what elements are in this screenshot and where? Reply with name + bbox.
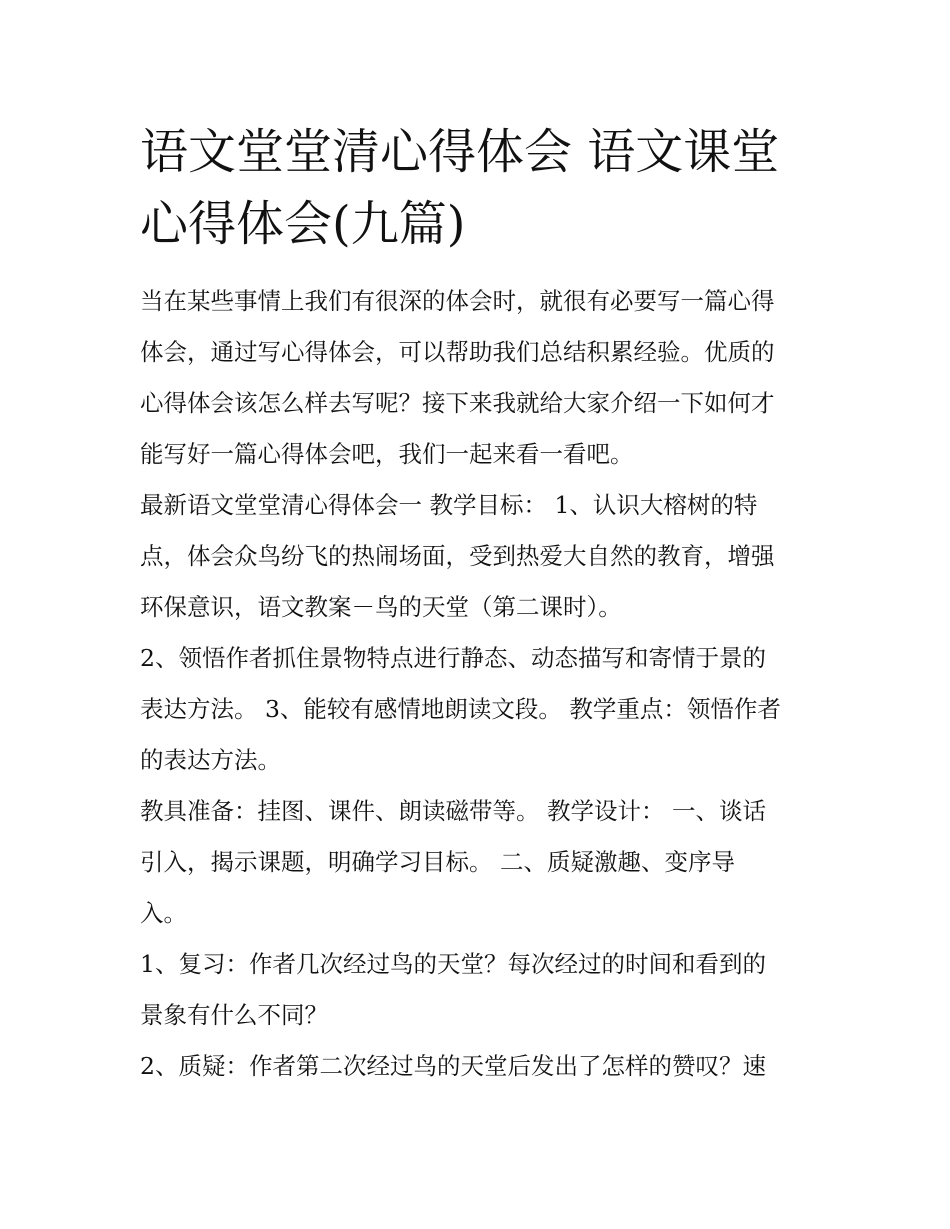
text-line: 能写好一篇心得体会吧，我们一起来看一看吧。 bbox=[140, 440, 634, 468]
paragraph-review bbox=[140, 939, 820, 1041]
paragraph-goal-2-3 bbox=[140, 633, 820, 786]
text-line: 引入，揭示课题，明确学习目标。 二、质疑激趣、变序导 bbox=[140, 848, 735, 876]
text-line: 2、质疑：作者第二次经过鸟的天堂后发出了怎样的赞叹？速 bbox=[140, 1052, 766, 1080]
title-line-1: 语文堂堂清心得体会 语文课堂 bbox=[140, 124, 780, 180]
text-line: 2、领悟作者抓住景物特点进行静态、动态描写和寄情于景的 bbox=[140, 644, 766, 672]
title-line-2: 心得体会(九篇) bbox=[140, 196, 466, 252]
text-line: 景象有什么不同？ bbox=[140, 1001, 328, 1029]
document-body bbox=[140, 276, 820, 1092]
text-line: 点，体会众鸟纷飞的热闹场面，受到热爱大自然的教育，增强 bbox=[140, 542, 775, 570]
text-line: 当在某些事情上我们有很深的体会时，就很有必要写一篇心得 bbox=[140, 287, 775, 315]
paragraph-teaching-goals bbox=[140, 480, 820, 633]
text-line: 教具准备：挂图、课件、朗读磁带等。 教学设计： 一、谈话 bbox=[140, 797, 766, 825]
text-line: 最新语文堂堂清心得体会一 教学目标： 1、认识大榕树的特 bbox=[140, 491, 758, 519]
text-line: 1、复习：作者几次经过鸟的天堂？每次经过的时间和看到的 bbox=[140, 950, 766, 978]
text-line: 表达方法。 3、能较有感情地朗读文段。 教学重点：领悟作者 bbox=[140, 695, 781, 723]
text-line: 的表达方法。 bbox=[140, 746, 281, 774]
paragraph-question bbox=[140, 1041, 820, 1092]
document-title bbox=[140, 116, 830, 260]
text-line: 体会，通过写心得体会，可以帮助我们总结积累经验。优质的 bbox=[140, 338, 775, 366]
text-line: 心得体会该怎么样去写呢？接下来我就给大家介绍一下如何才 bbox=[140, 389, 775, 417]
text-line: 环保意识，语文教案－鸟的天堂（第二课时）。 bbox=[140, 593, 622, 621]
paragraph-teaching-design bbox=[140, 786, 820, 939]
text-line: 入。 bbox=[140, 899, 187, 927]
paragraph-intro bbox=[140, 276, 820, 480]
